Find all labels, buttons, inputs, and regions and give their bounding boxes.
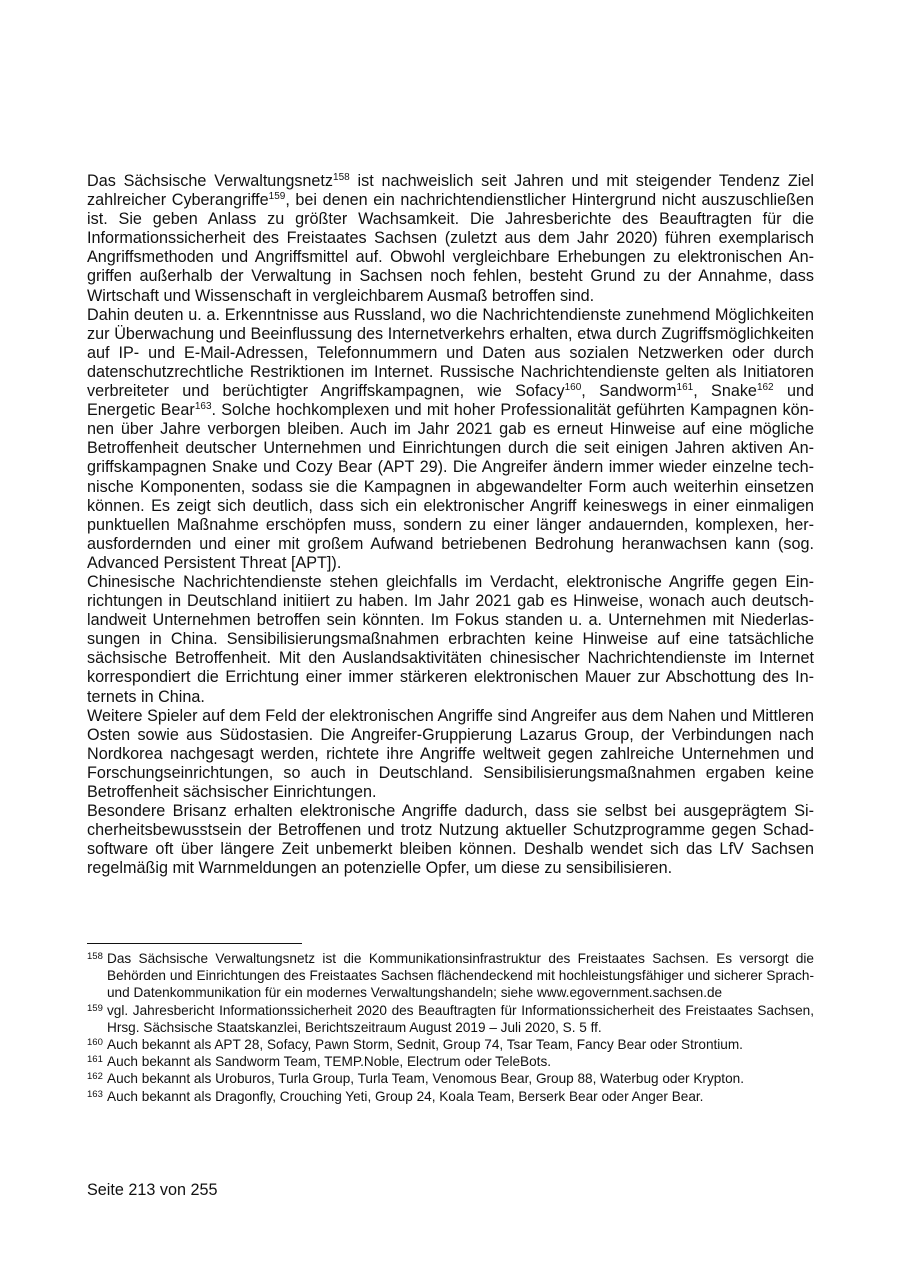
text-run: , Sandworm: [581, 382, 677, 401]
footnote-163: [87, 1088, 814, 1105]
text-run: , Snake: [693, 382, 757, 401]
footnote-text: Auch bekannt als Sandworm Team, TEMP.Noble, Electrum oder TeleBots.: [107, 1054, 552, 1070]
footnote-160: [87, 1036, 814, 1053]
footnote-text: vgl. Jahresbericht Informationssicherheit 2020 des Beauftragten für Informationssicherheit des Freistaates Sachsen, Hrsg. Sächsische Staatskanzlei, Berichtszeitraum August 2019 – Juli 2020, S. 5 ff.: [107, 1002, 814, 1035]
text-run: . Solche hochkomplexen und mit hoher Professionalität geführten Kampagnen können über Jahre verborgen bleiben. Auch im Jahr 2021 gab es erneut Hinweise auf eine mögliche Betroffenheit deutscher Unternehmen und Einrichtungen durch die seit einigen Jahren aktiven Angriffskampagnen Snake und Cozy Bear (APT 29). Die Angreifer ändern immer wieder einzelne technische Komponenten, sodass sie die Kampagnen in abgewandelter Form auch weiterhin einsetzen können. Es zeigt sich deutlich, dass sich ein elektronischer Angriff keineswegs in einer einmaligen punktuellen Maßnahme erschöpfen muss, sondern zu einer länger andauernden, komplexen, herausfordernden und einer mit großem Aufwand betriebenen Bedrohung heranwachsen kann (sog. Advanced Persistent Threat [APT]).: [87, 401, 814, 572]
footnote-ref-161[interactable]: 161: [676, 382, 694, 394]
footnote-text: Auch bekannt als APT 28, Sofacy, Pawn Storm, Sednit, Group 74, Tsar Team, Fancy Bear oder Strontium.: [107, 1037, 743, 1053]
footnote-number: 158: [87, 951, 103, 962]
footnote-number: 161: [87, 1054, 103, 1066]
text-run: ist nachweislich seit Jahren und mit steigender Tendenz Ziel zahlreicher Cyberangriffe: [87, 172, 815, 210]
footnote-separator: [87, 943, 302, 944]
body-text: [87, 172, 814, 878]
footnote-ref-158[interactable]: 158: [333, 172, 350, 183]
footnotes: [87, 950, 814, 1105]
page-number: Seite 213 von 255: [87, 1181, 218, 1199]
text-run: , bei denen ein nachrichtendienstlicher Hintergrund nicht auszuschließen ist. Sie geben Anlass zu größter Wachsamkeit. Die Jahresberichte des Beauftragten für die Informationssicherheit des Freistaates Sachsen (zuletzt aus dem Jahr 2020) führen exemplarisch Angriffsmethoden und Angriffsmittel auf. Obwohl vergleichbare Erhebungen zu elektronischen Angriffen außerhalb der Verwaltung in Sachsen noch fehlen, besteht Grund zu der Annahme, dass Wirtschaft und Wissenschaft in vergleichbarem Ausmaß betroffen sind.: [87, 191, 814, 305]
paragraph-5: Besondere Brisanz erhalten elektronische Angriffe dadurch, dass sie selbst bei ausgeprägtem Sicherheitsbewusstsein der Betroffenen und trotz Nutzung aktueller Schutzprogramme gegen Schadsoftware oft über längere Zeit unbemerkt bleiben können. Deshalb wendet sich das LfV Sachsen regelmäßig mit Warnmeldungen an potenzielle Opfer, um diese zu sensibilisieren.: [87, 802, 814, 878]
footnote-158: [87, 950, 814, 1002]
footnote-text: Auch bekannt als Uroburos, Turla Group, Turla Team, Venomous Bear, Group 88, Waterbug oder Krypton.: [107, 1071, 744, 1087]
paragraph-1: [87, 172, 814, 306]
footnote-162: [87, 1070, 814, 1087]
paragraph-2: [87, 306, 814, 573]
footnote-number: 163: [87, 1088, 103, 1100]
footnote-161: [87, 1053, 814, 1070]
footnote-ref-160[interactable]: 160: [564, 382, 582, 394]
footnote-number: 159: [87, 1002, 103, 1014]
footnote-ref-159[interactable]: 159: [268, 191, 286, 203]
footnote-ref-162[interactable]: 162: [756, 382, 774, 394]
paragraph-3: Chinesische Nachrichtendienste stehen gleichfalls im Verdacht, elektronische Angriffe gegen Einrichtungen in Deutschland initiiert zu haben. Im Jahr 2021 gab es Hinweise, wonach auch deutschlandweit Unternehmen betroffen sein könnten. Im Fokus standen u. a. Unternehmen mit Niederlassungen in China. Sensibilisierungsmaßnahmen erbrachten keine Hinweise auf eine tatsächliche sächsische Betroffenheit. Mit den Auslandsaktivitäten chinesischer Nachrichtendienste im Internet korrespondiert die Errichtung einer immer stärkeren elektronischen Mauer zur Abschottung des Internets in China.: [87, 572, 814, 706]
text-run: und Energetic Bear: [87, 382, 814, 420]
footnote-number: 162: [87, 1071, 103, 1083]
text-run: Das Sächsische Verwaltungsnetz: [87, 172, 334, 190]
text-run: Dahin deuten u. a. Erkenntnisse aus Russland, wo die Nachrichtendienste zunehmend Möglichkeiten zur Überwachung und Beeinflussung des Internetverkehrs erhalten, etwa durch Zugriffsmöglichkeiten auf IP- und E-Mail-Adressen, Telefonnummern und Daten aus sozialen Netzwerken oder durch datenschutzrechtliche Restriktionen im Internet. Russische Nachrichtendienste gelten als Initiatoren verbreiteter und berüchtigter Angriffskampagnen, wie Sofacy: [87, 305, 814, 401]
paragraph-4: Weitere Spieler auf dem Feld der elektronischen Angriffe sind Angreifer aus dem Nahen und Mittleren Osten sowie aus Südostasien. Die Angreifer-Gruppierung Lazarus Group, der Verbindungen nach Nordkorea nachgesagt werden, richtete ihre Angriffe weltweit gegen zahlreiche Unternehmen und Forschungseinrichtungen, so auch in Deutschland. Sensibilisierungsmaßnahmen ergaben keine Betroffenheit sächsischer Einrichtungen.: [87, 706, 814, 801]
footnote-text: Das Sächsische Verwaltungsnetz ist die Kommunikationsinfrastruktur des Freistaates Sachsen. Es versorgt die Behörden und Einrichtungen des Freistaates Sachsen flächendeckend mit hochleistungsfähiger und sicherer Sprach- und Datenkommunikation für ein modernes Verwaltungshandeln; siehe www.egovernment.sachsen.de: [107, 951, 814, 1001]
footnote-text: Auch bekannt als Dragonfly, Crouching Yeti, Group 24, Koala Team, Berserk Bear oder Anger Bear.: [107, 1088, 704, 1104]
footnote-159: [87, 1002, 814, 1036]
footnote-ref-163[interactable]: 163: [194, 401, 212, 413]
footnote-number: 160: [87, 1037, 103, 1049]
